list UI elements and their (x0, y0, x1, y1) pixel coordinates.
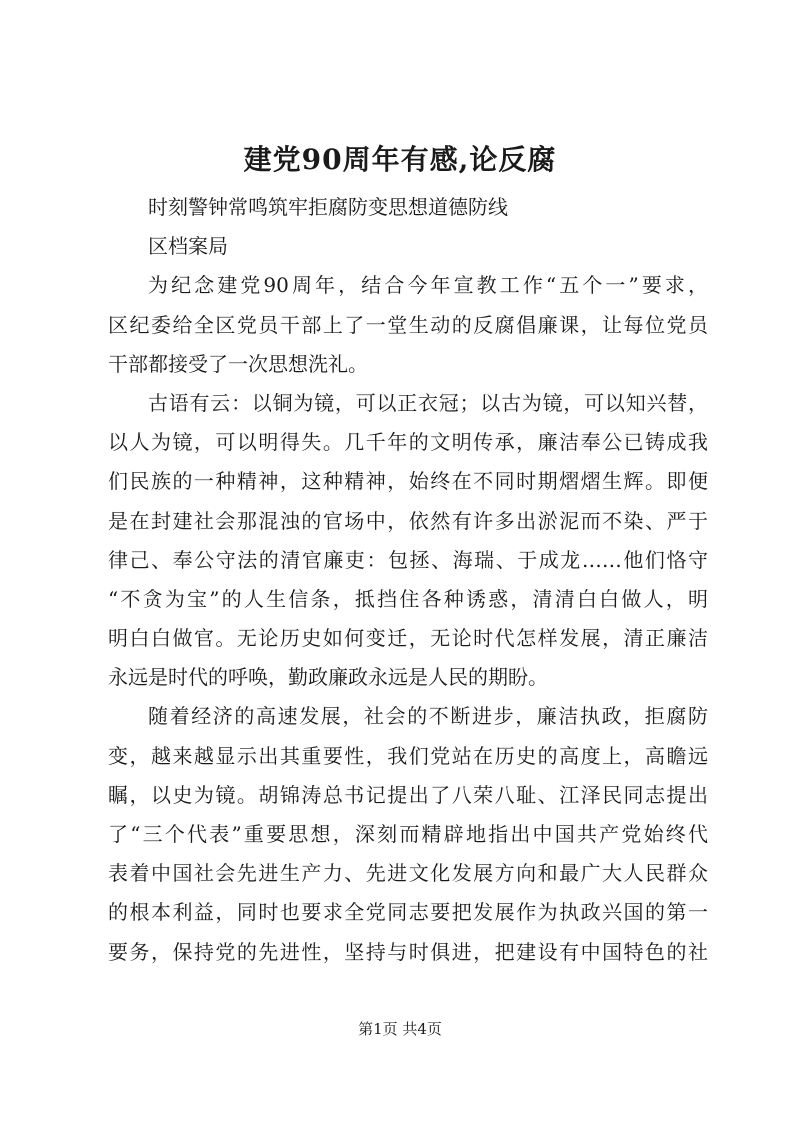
paragraph (108, 266, 708, 384)
paragraph-line: 区纪委给全区党员干部上了一堂生动的反腐倡廉课，让每位党员 (108, 312, 708, 337)
paragraph-line: 是在封建社会那混浊的官场中，依然有许多出淤泥而不染、严于 (108, 508, 708, 533)
paragraph-line: 表着中国社会先进生产力、先进文化发展方向和最广大人民群众 (108, 861, 708, 886)
paragraph-line: 以人为镜，可以明得失。几千年的文明传承，廉洁奉公已铸成我 (108, 430, 708, 455)
paragraph-line: 的根本利益，同时也要求全党同志要把发展作为执政兴国的第一 (108, 900, 708, 925)
paragraph-line: 变，越来越显示出其重要性，我们党站在历史的高度上，高瞻远 (108, 743, 708, 768)
paragraph (108, 697, 708, 971)
paragraph-line: 区档案局 (148, 234, 228, 259)
paragraph-line: 随着经济的高速发展，社会的不断进步，廉洁执政，拒腐防 (148, 704, 708, 729)
paragraph-line: 们民族的一种精神，这种精神，始终在不同时期熠熠生辉。即便 (108, 469, 708, 494)
paragraph (108, 188, 708, 227)
paragraph-line: 了“三个代表”重要思想，深刻而精辟地指出中国共产党始终代 (108, 822, 708, 846)
paragraph (108, 227, 708, 266)
paragraph (108, 384, 708, 698)
paragraph-line: “不贪为宝”的人生信条，抵挡住各种诱惑，清清白白做人，明 (108, 586, 708, 611)
document-title: 建党90周年有感,论反腐 (243, 143, 557, 176)
paragraph-line: 明白白做官。无论历史如何变迁，无论时代怎样发展，清正廉洁 (108, 626, 708, 651)
page-footer: 第1页 共4页 (358, 1020, 442, 1038)
paragraph-line: 时刻警钟常鸣筑牢拒腐防变思想道德防线 (148, 195, 508, 219)
paragraph-line: 律己、奉公守法的清官廉吏：包拯、海瑞、于成龙……他们恪守 (108, 547, 708, 572)
paragraph-line: 为纪念建党90周年，结合今年宣教工作“五个一”要求， (148, 273, 708, 298)
paragraph-line: 瞩，以史为镜。胡锦涛总书记提出了八荣八耻、江泽民同志提出 (108, 782, 708, 807)
paragraph-line: 要务，保持党的先进性，坚持与时俱进，把建设有中国特色的社 (108, 939, 708, 964)
paragraph-line: 永远是时代的呼唤，勤政廉政永远是人民的期盼。 (108, 665, 548, 690)
paragraph-line: 干部都接受了一次思想洗礼。 (108, 351, 368, 376)
paragraph-line: 古语有云：以铜为镜，可以正衣冠；以古为镜，可以知兴替， (148, 390, 708, 415)
document-body (108, 188, 708, 972)
